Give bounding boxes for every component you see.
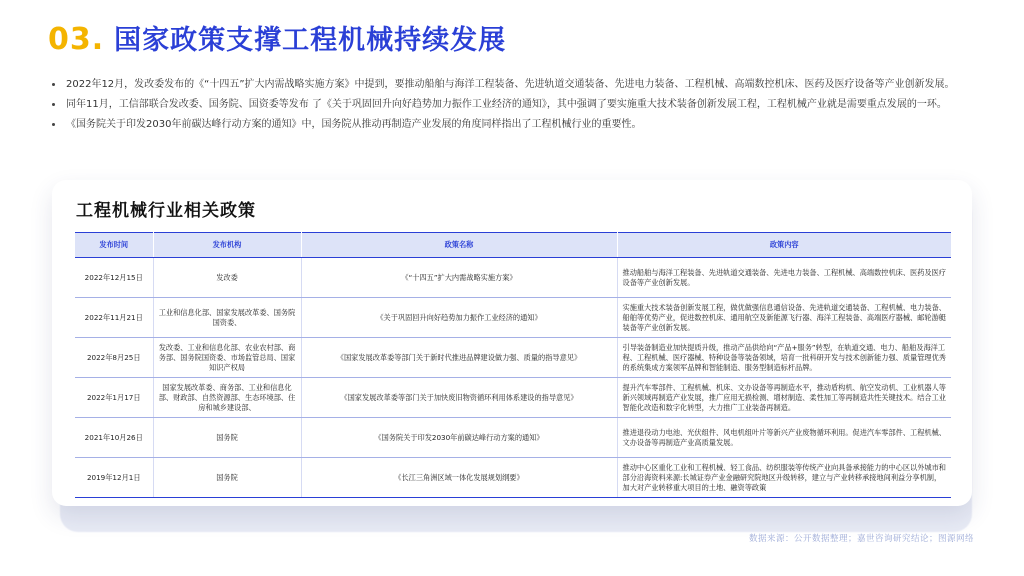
cell-name: 《国家发展改革委等部门关于加快废旧物资循环利用体系建设的指导意见》 (301, 378, 617, 418)
cell-date: 2022年1月17日 (75, 378, 153, 418)
cell-name: 《国务院关于印发2030年前碳达峰行动方案的通知》 (301, 418, 617, 458)
header-org: 发布机构 (153, 233, 301, 258)
bullet-item (50, 76, 978, 94)
cell-org: 国务院 (153, 458, 301, 498)
cell-content: 引导装备制造业加快提质升级，推动产品供给向“产品+服务”转型，在轨道交通、电力、船舶及海洋工程、工程机械、医疗器械、特种设备等装备领域，培育一批科研开发与技术创新能力强、质量管理优秀的系统集成方案领军品牌和智能制造、服务型制造标杆品牌。 (617, 338, 951, 378)
table-header-row (75, 233, 951, 258)
bullet-item (50, 116, 978, 134)
cell-name: 《长江三角洲区域一体化发展规划纲要》 (301, 458, 617, 498)
data-source: 数据来源：公开数据整理；嘉世咨询研究结论；图源网络 (748, 534, 974, 544)
cell-org: 工业和信息化部、国家发展改革委、国务院国资委、 (153, 298, 301, 338)
cell-date: 2022年12月15日 (75, 258, 153, 298)
cell-date: 2022年8月25日 (75, 338, 153, 378)
table-row (75, 298, 951, 338)
section-number: 03. (48, 22, 105, 57)
bullet-dot-icon (52, 123, 55, 126)
table-row (75, 258, 951, 298)
bullet-text: 同年11月，工信部联合发改委、国务院、国资委等发布 了《关于巩固回升向好趋势加力振作工业经济的通知》，其中强调了要实施重大技术装备创新发展工程，工程机械产业就是需要重点发展的一环。 (66, 99, 947, 110)
cell-date: 2021年10月26日 (75, 418, 153, 458)
cell-org: 发改委、工业和信息化部、农业农村部、商务部、国务院国资委、市场监管总局、国家知识产权局 (153, 338, 301, 378)
bullet-text: 2022年12月，发改委发布的《“十四五”扩大内需战略实施方案》中提到，要推动船舶与海洋工程装备、先进轨道交通装备、先进电力装备、工程机械、高端数控机床、医药及医疗设备等产业创新发展。 (66, 79, 955, 90)
cell-org: 国家发展改革委、商务部、工业和信息化部、财政部、自然资源部、生态环境部、住房和城乡建设部、 (153, 378, 301, 418)
table-row (75, 378, 951, 418)
cell-name: 《“十四五”扩大内需战略实施方案》 (301, 258, 617, 298)
cell-date: 2022年11月21日 (75, 298, 153, 338)
bullet-dot-icon (52, 103, 55, 106)
card-title: 工程机械行业相关政策 (76, 201, 256, 221)
page-title: 国家政策支撑工程机械持续发展 (114, 25, 507, 56)
header-content: 政策内容 (617, 233, 951, 258)
cell-name: 《关于巩固回升向好趋势加力振作工业经济的通知》 (301, 298, 617, 338)
header-name: 政策名称 (301, 233, 617, 258)
page-header (48, 18, 506, 57)
bullet-item (50, 96, 978, 114)
table-row (75, 338, 951, 378)
bullet-text: 《国务院关于印发2030年前碳达峰行动方案的通知》中，国务院从推动再制造产业发展的角度同样指出了工程机械行业的重要性。 (66, 119, 642, 130)
cell-date: 2019年12月1日 (75, 458, 153, 498)
table-row (75, 458, 951, 498)
cell-org: 国务院 (153, 418, 301, 458)
cell-name: 《国家发展改革委等部门关于新时代推进品牌建设做力强、质量的指导意见》 (301, 338, 617, 378)
bullet-dot-icon (52, 83, 55, 86)
policy-card (52, 180, 972, 506)
cell-content: 推动船舶与海洋工程装备、先进轨道交通装备、先进电力装备、工程机械、高端数控机床、医药及医疗设备等产业创新发展。 (617, 258, 951, 298)
cell-content: 推动中心区重化工业和工程机械、轻工食品、纺织服装等传统产业向具备承接能力的中心区以外城市和部分沿海资料来源:长城证券产业金融研究院地区升级转移，建立与产业转移承接地间利益分享机制，加大对产业转移重大项目的土地、融资等政策 (617, 458, 951, 498)
header-date: 发布时间 (75, 233, 153, 258)
cell-content: 提升汽车零部件、工程机械、机床、文办设备等再制造水平，推动盾构机、航空发动机、工业机器人等新兴领域再制造产业发展，推广应用无损检测、增材制造、柔性加工等再制造共性关键技术。结合工业智能化改造和数字化转型，大力推广工业装备再制造。 (617, 378, 951, 418)
cell-content: 推进退役动力电池、光伏组件、风电机组叶片等新兴产业废物循环利用。促进汽车零部件、工程机械、文办设备等再制造产业高质量发展。 (617, 418, 951, 458)
cell-org: 发改委 (153, 258, 301, 298)
bullet-list (50, 76, 978, 136)
cell-content: 实施重大技术装备创新发展工程，做优做强信息通信设备、先进轨道交通装备、工程机械、电力装备、船舶等优势产业，促进数控机床、通用航空及新能源飞行器、海洋工程装备、高端医疗器械、邮轮游艇装备等产业创新发展。 (617, 298, 951, 338)
table-row (75, 418, 951, 458)
policy-table (75, 232, 951, 498)
